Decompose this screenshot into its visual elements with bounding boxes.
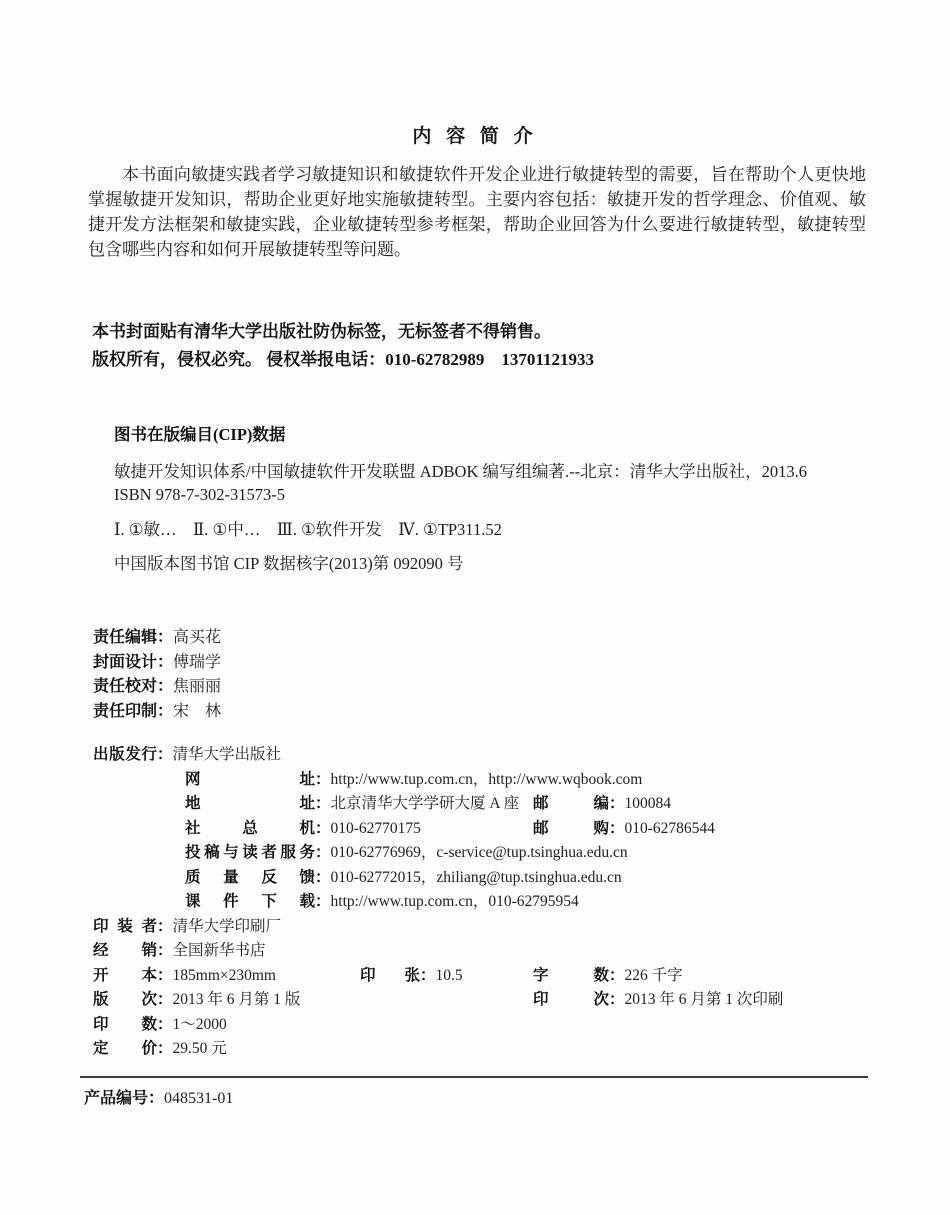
colophon-row-courseware (93, 890, 883, 915)
notice-line-2: 版权所有，侵权必究。 侵权举报电话：010-62782989 13701121933 (92, 350, 594, 369)
product-number-label: 产品编号 (84, 1090, 149, 1107)
colon: ： (609, 991, 625, 1008)
staff-value: 焦丽丽 (173, 678, 222, 695)
colon: ： (157, 629, 174, 646)
colophon-value: 10.5 (435, 966, 463, 984)
cip-isbn: ISBN 978-7-302-31573-5 (114, 485, 285, 504)
colon: ： (157, 917, 173, 935)
colophon-value: 29.50 元 (172, 1040, 227, 1057)
colon: ： (315, 819, 331, 837)
notice-line-1: 本书封面贴有清华大学出版社防伪标签，无标签者不得销售。 (92, 322, 551, 341)
cip-description: 敏捷开发知识体系/中国敏捷软件开发联盟 ADBOK 编写组编著.--北京：清华大学出版社，2013.6 (114, 462, 807, 481)
colophon-pair-wordcount (533, 964, 683, 989)
colophon-block (93, 743, 883, 1062)
colon: ： (157, 1015, 173, 1033)
colophon-pair-mailorder (533, 817, 715, 842)
colophon-label: 印张 (360, 966, 420, 984)
colophon-value: 226 千字 (624, 966, 683, 984)
colophon-label: 印装者 (93, 917, 157, 935)
colon: ： (609, 819, 625, 837)
staff-row (93, 651, 221, 676)
cip-block (114, 423, 874, 575)
colon: ： (157, 966, 173, 984)
staff-label: 责任编辑 (93, 629, 158, 646)
staff-label: 责任校对 (93, 678, 158, 695)
colon: ： (157, 746, 173, 763)
colophon-value: 2013 年 6 月第 1 版 (172, 991, 301, 1008)
colophon-value: http://www.tup.com.cn，010-62795954 (330, 893, 579, 910)
colon: ： (315, 893, 331, 910)
colophon-value: 010-62786544 (624, 819, 715, 837)
colophon-label: 投稿与读者服务 (185, 844, 315, 861)
cip-header: 图书在版编目(CIP)数据 (114, 425, 286, 444)
colophon-value: 2013 年 6 月第 1 次印刷 (624, 991, 784, 1008)
cip-classification: Ⅰ. ①敏… Ⅱ. ①中… Ⅲ. ①软件开发 Ⅳ. ①TP311.52 (114, 520, 502, 539)
colophon-row-price (93, 1037, 883, 1062)
colon: ： (315, 795, 331, 812)
intro-paragraph: 本书面向敏捷实践者学习敏捷知识和敏捷软件开发企业进行敏捷转型的需要，旨在帮助个人更快地掌握敏捷开发知识，帮助企业更好地实施敏捷转型。主要内容包括：敏捷开发的哲学理念、价值观、敏捷开发方法框架和敏捷实践，企业敏捷转型参考框架，帮助企业回答为什么要进行敏捷转型，敏捷转型包含哪些内容和如何开展敏捷转型等问题。 (88, 165, 866, 259)
colon: ： (315, 844, 331, 861)
colophon-value: 100084 (624, 795, 672, 812)
colophon-row-quality-feedback (93, 866, 883, 891)
staff-value: 宋 林 (173, 702, 222, 720)
colophon-row-publisher (93, 743, 883, 768)
colon: ： (157, 991, 173, 1008)
colon: ： (157, 1040, 173, 1057)
colophon-row-edition (93, 988, 883, 1013)
colophon-row-distributor (93, 939, 883, 964)
colon: ： (157, 653, 174, 671)
staff-value: 傅瑞学 (173, 653, 222, 671)
colophon-label: 出版发行 (93, 746, 157, 763)
colophon-row-print-run (93, 1013, 883, 1038)
staff-label: 责任印制 (93, 702, 158, 720)
colophon-pair-zipcode (533, 792, 671, 817)
colon: ： (157, 942, 173, 959)
colophon-row-printer (93, 915, 883, 940)
colophon-value: 010-62770175 (330, 819, 421, 837)
footer-rule (80, 1076, 868, 1078)
colophon-label: 印数 (93, 1015, 157, 1033)
intro-title: 内 容 简 介 (412, 126, 538, 147)
colophon-value: 北京清华大学学研大厦 A 座 (330, 795, 520, 812)
colon: ： (315, 868, 331, 886)
product-number-line (84, 1087, 233, 1111)
colophon-value: 010-62776969，c-service@tup.tsinghua.edu.cn (330, 844, 628, 861)
colophon-pair-impression (533, 988, 783, 1013)
colophon-label: 地址 (185, 795, 315, 812)
colon: ： (609, 795, 625, 812)
staff-row (93, 700, 221, 725)
colophon-label: 质量反馈 (185, 868, 315, 886)
colon: ： (157, 678, 174, 695)
colophon-row-website (93, 768, 883, 793)
colophon-row-reader-service (93, 841, 883, 866)
anti-piracy-notice (92, 318, 872, 374)
colon: ： (609, 966, 625, 984)
colophon-value: 1～2000 (172, 1015, 227, 1033)
staff-row (93, 626, 221, 651)
staff-block (93, 626, 221, 724)
colophon-label: 社总机 (185, 819, 315, 837)
colophon-label: 定价 (93, 1040, 157, 1057)
colophon-label: 印次 (533, 991, 609, 1008)
colophon-pair-sheets (360, 964, 463, 989)
colon: ： (315, 770, 331, 788)
colon: ： (157, 702, 174, 720)
colophon-row-switchboard (93, 817, 883, 842)
colophon-label: 网址 (185, 770, 315, 788)
cip-record-number: 中国版本图书馆 CIP 数据核字(2013)第 092090 号 (114, 554, 464, 573)
colophon-label: 开本 (93, 966, 157, 984)
staff-row (93, 675, 221, 700)
colophon-label: 课件下载 (185, 893, 315, 910)
product-number-value: 048531-01 (164, 1090, 234, 1107)
colophon-label: 经销 (93, 942, 157, 959)
colophon-value: 清华大学出版社 (172, 746, 282, 763)
colophon-row-address (93, 792, 883, 817)
colophon-value: 185mm×230mm (172, 966, 276, 984)
staff-label: 封面设计 (93, 653, 158, 671)
colophon-value: 010-62772015，zhiliang@tup.tsinghua.edu.cn (330, 868, 622, 886)
colon: ： (420, 966, 436, 984)
colophon-label: 版次 (93, 991, 157, 1008)
colophon-value: http://www.tup.com.cn，http://www.wqbook.com (330, 770, 643, 788)
colophon-label: 字数 (533, 966, 609, 984)
colophon-label: 邮购 (533, 819, 609, 837)
colophon-row-format (93, 964, 883, 989)
colophon-value: 清华大学印刷厂 (172, 917, 282, 935)
staff-value: 高买花 (173, 629, 222, 646)
colophon-value: 全国新华书店 (172, 942, 266, 959)
colon: ： (148, 1090, 165, 1107)
colophon-label: 邮编 (533, 795, 609, 812)
